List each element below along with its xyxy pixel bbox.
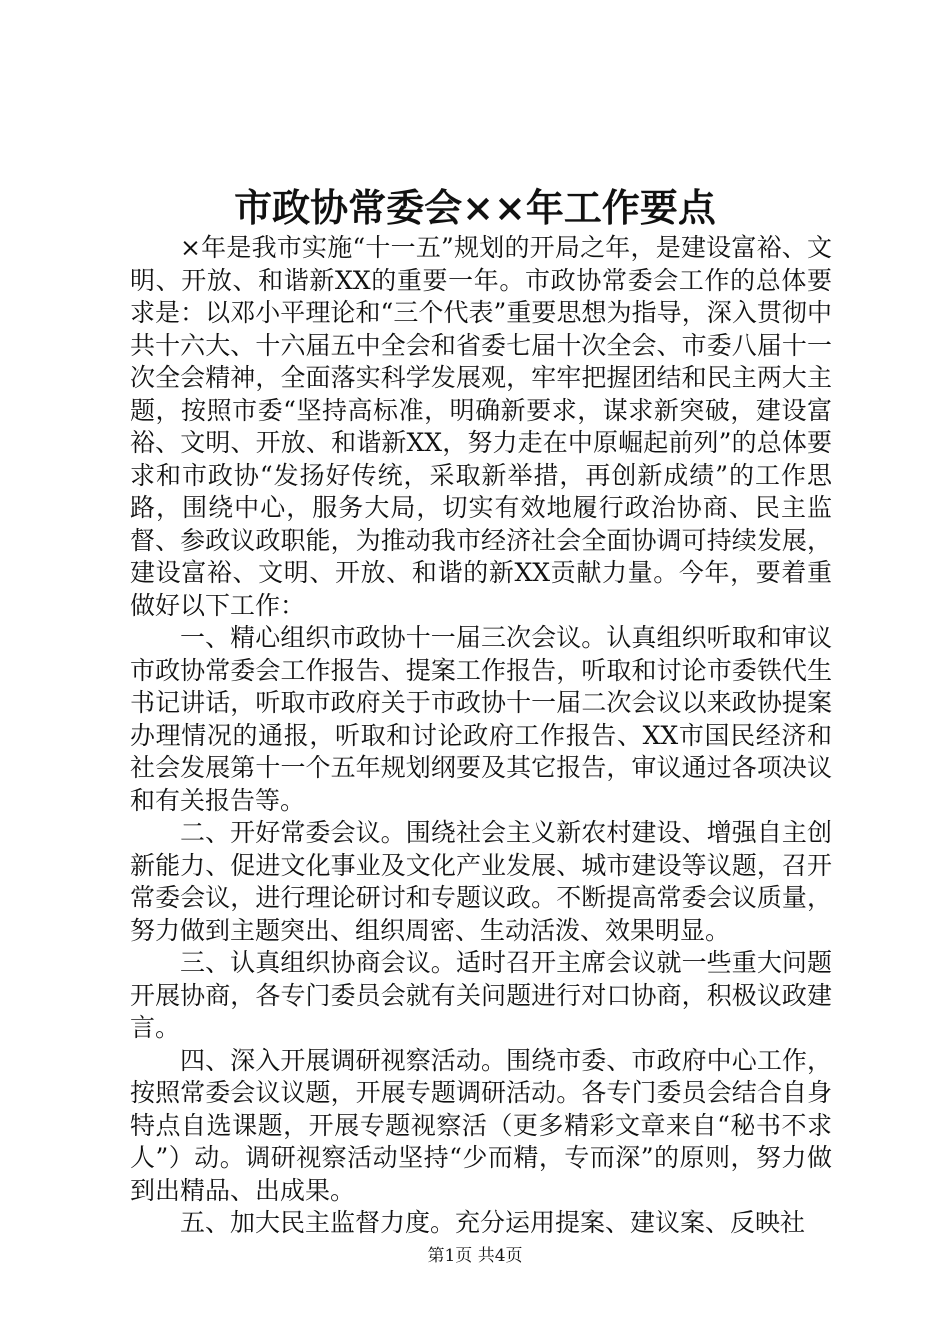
paragraph-item-5: 五、加大民主监督力度。充分运用提案、建议案、反映社 [180, 1208, 806, 1237]
paragraph-item-1: 一、精心组织市政协十一届三次会议。认真组织听取和审议市政协常委会工作报告、提案工作报告，听取和讨论市委铁代生书记讲话，听取市政府关于市政协十一届二次会议以来政协提案办理情况的通报，听取和讨论政府工作报告、XX市国民经济和社会发展第十一个五年规划纲要及其它报告，审议通过各项决议和有关报告等。 [130, 623, 832, 815]
document-body [130, 232, 832, 1240]
document-title: 市政协常委会××年工作要点 [234, 185, 716, 230]
paragraph-item-3: 三、认真组织协商会议。适时召开主席会议就一些重大问题开展协商，各专门委员会就有关问题进行对口协商，积极议政建言。 [130, 948, 832, 1042]
paragraph-intro: ×年是我市实施“十一五”规划的开局之年，是建设富裕、文明、开放、和谐新XX的重要一年。市政协常委会工作的总体要求是：以邓小平理论和“三个代表”重要思想为指导，深入贯彻中共十六大、十六届五中全会和省委七届十次全会、市委八届十一次全会精神，全面落实科学发展观，牢牢把握团结和民主两大主题，按照市委“坚持高标准，明确新要求，谋求新突破，建设富裕、文明、开放、和谐新XX，努力走在中原崛起前列”的总体要求和市政协“发扬好传统，采取新举措，再创新成绩”的工作思路，围绕中心，服务大局，切实有效地履行政治协商、民主监督、参政议政职能，为推动我市经济社会全面协调可持续发展，建设富裕、文明、开放、和谐的新XX贡献力量。今年，要着重做好以下工作： [130, 233, 832, 620]
paragraph-item-2: 二、开好常委会议。围绕社会主义新农村建设、增强自主创新能力、促进文化事业及文化产业发展、城市建设等议题，召开常委会议，进行理论研讨和专题议政。不断提高常委会议质量，努力做到主题突出、组织周密、生动活泼、效果明显。 [130, 818, 832, 945]
page-number-footer: 第1页 共4页 [427, 1246, 523, 1266]
paragraph-item-4: 四、深入开展调研视察活动。围绕市委、市政府中心工作，按照常委会议议题，开展专题调研活动。各专门委员会结合自身特点自选课题，开展专题视察活（更多精彩文章来自“秘书不求人”）动。调研视察活动坚持“少而精，专而深”的原则，努力做到出精品、出成果。 [130, 1045, 832, 1205]
